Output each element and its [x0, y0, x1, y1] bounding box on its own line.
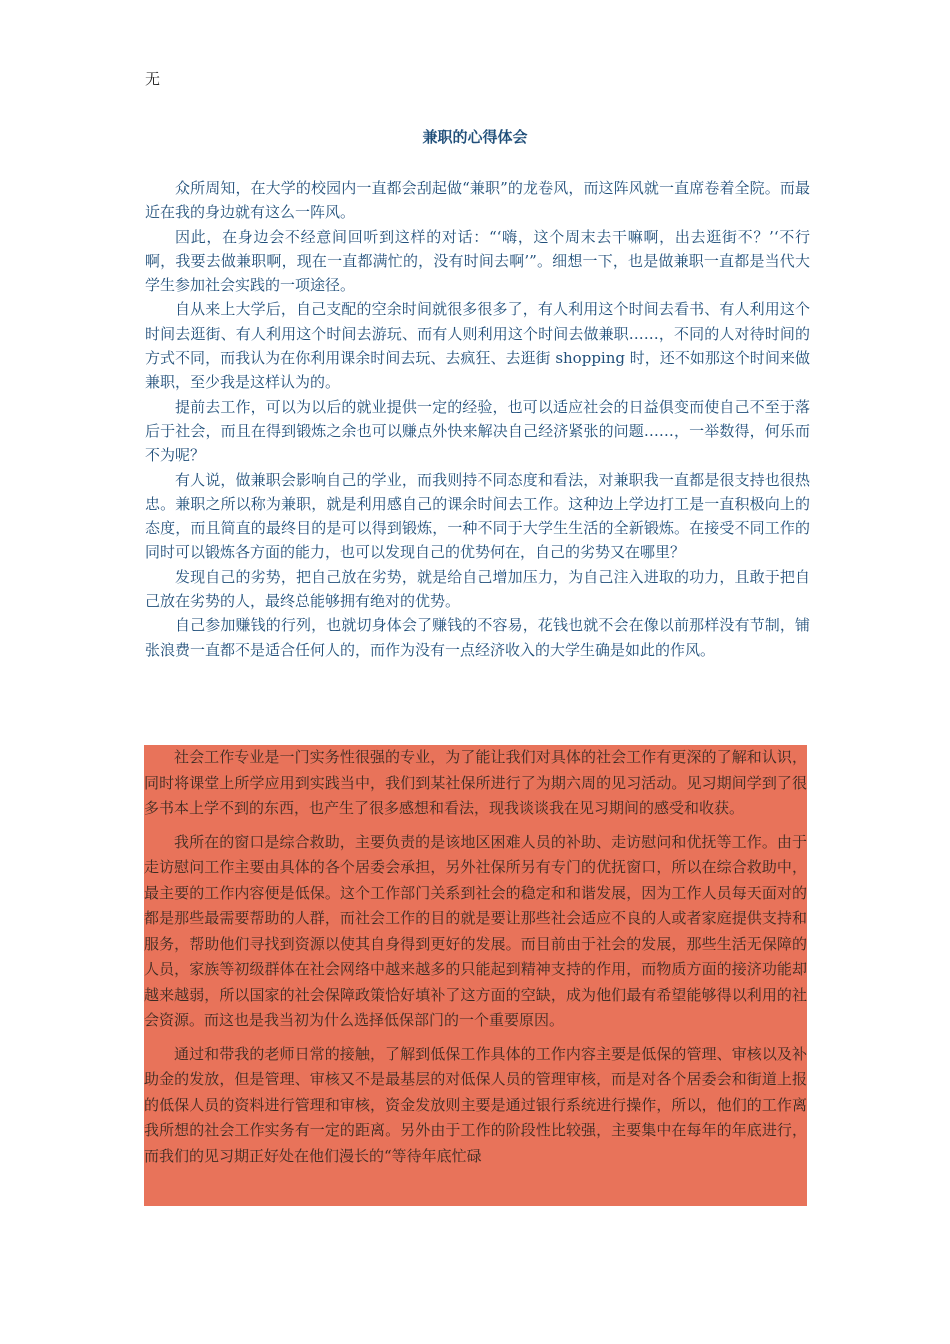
essay-paragraph: 发现自己的劣势，把自己放在劣势，就是给自己增加压力，为自己注入进取的功力，且敢于把自己放在劣势的人，最终总能够拥有绝对的优势。: [145, 567, 810, 611]
essay-paragraph: 有人说，做兼职会影响自己的学业，而我则持不同态度和看法，对兼职我一直都是很支持也很热忠。兼职之所以称为兼职，就是利用感自己的课余时间去工作。这种边上学边打工是一直积极向上的态度，而且简直的最终目的是可以得到锻炼，一种不同于大学生生活的全新锻炼。在接受不同工作的同时可以锻炼各方面的能力，也可以发现自己的优势何在，自己的劣势又在哪里？: [145, 470, 810, 562]
essay-paragraph: 自己参加赚钱的行列，也就切身体会了赚钱的不容易，花钱也就不会在像以前那样没有节制，铺张浪费一直都不是适合任何人的，而作为没有一点经济收入的大学生确是如此的作风。: [145, 616, 810, 659]
highlighted-paragraph: 我所在的窗口是综合救助，主要负责的是该地区困难人员的补助、走访慰问和优抚等工作。由于走访慰问工作主要由具体的各个居委会承担，另外社保所另有专门的优抚窗口，所以在综合救助中，最主要的工作内容便是低保。这个工作部门关系到社会的稳定和和谐发展，因为工作人员每天面对的都是那些最需要帮助的人群，而社会工作的目的就是要让那些社会适应不良的人或者家庭提供支持和服务，帮助他们寻找到资源以使其自身得到更好的发展。而目前由于社会的发展，那些生活无保障的人员，家族等初级群体在社会网络中越来越多的只能起到精神支持的作用，而物质方面的接济功能却越来越弱，所以国家的社会保障政策恰好填补了这方面的空缺，成为他们最有希望能够得以利用的社会资源。而这也是我当初为什么选择低保部门的一个重要原因。: [144, 832, 807, 1029]
essay-paragraph: 因此，在身边会不经意间回听到这样的对话：“‘嗨，这个周末去干嘛啊，出去逛街不？’‘不行啊，我要去做兼职啊，现在一直都满忙的，没有时间去啊’”。细想一下，也是做兼职一直都是当代大学生参加社会实践的一项途径。: [145, 227, 810, 295]
essay-paragraph: 众所周知，在大学的校园内一直都会刮起做“兼职”的龙卷风，而这阵风就一直席卷着全院。而最近在我的身边就有这么一阵风。: [145, 179, 810, 222]
essay-paragraph: 自从来上大学后，自己支配的空余时间就很多很多了，有人利用这个时间去看书、有人利用这个时间去逛街、有人利用这个时间去游玩、而有人则利用这个时间去做兼职……，不同的人对待时间的方式不同，而我认为在你利用课余时间去玩、去疯狂、去逛街 shopping 时，还不如那这个时间来做兼职，至少我是这样认为的。: [145, 300, 810, 392]
highlighted-paragraph: 通过和带我的老师日常的接触，了解到低保工作具体的工作内容主要是低保的管理、审核以及补助金的发放，但是管理、审核又不是最基层的对低保人员的管理审核，而是对各个居委会和街道上报的低保人员的资料进行管理和审核，资金发放则主要是通过银行系统进行操作，所以，他们的工作离我所想的社会工作实务有一定的距离。另外由于工作的阶段性比较强，主要集中在每年的年底进行，而我们的见习期正好处在他们漫长的“等待年底忙碌: [144, 1044, 807, 1165]
essay-paragraph: 提前去工作，可以为以后的就业提供一定的经验，也可以适应社会的日益俱变而使自己不至于落后于社会，而且在得到锻炼之余也可以赚点外快来解决自己经济紧张的问题……，一举数得，何乐而不为呢？: [145, 397, 810, 465]
header-mark: 无: [145, 70, 161, 88]
essay-section: [145, 176, 810, 662]
highlighted-paragraph: 社会工作专业是一门实务性很强的专业，为了能让我们对具体的社会工作有更深的了解和认识，同时将课堂上所学应用到实践当中，我们到某社保所进行了为期六周的见习活动。见习期间学到了很多书本上学不到的东西，也产生了很多感想和看法，现我谈谈我在见习期间的感受和收获。: [144, 748, 807, 817]
document-title: 兼职的心得体会: [422, 128, 528, 146]
highlighted-section: [144, 745, 807, 1206]
